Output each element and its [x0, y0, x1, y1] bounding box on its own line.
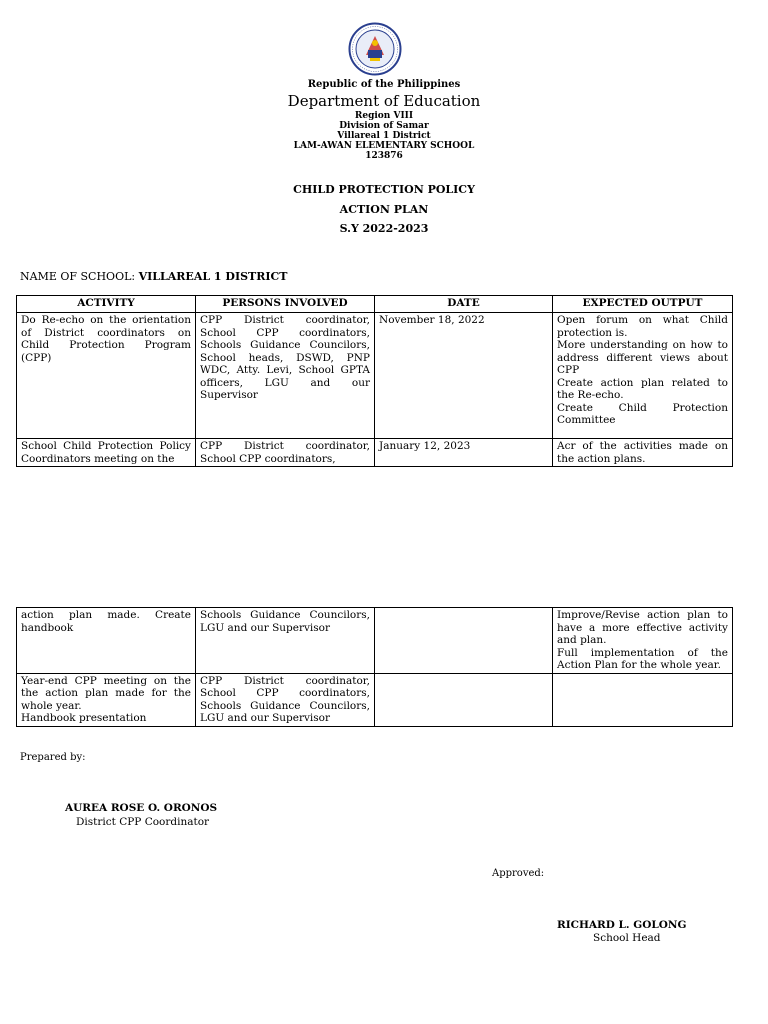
header-district: Villareal 1 District [337, 131, 431, 141]
col-header-persons: PERSONS INVOLVED [196, 296, 375, 313]
approved-by-role: School Head [593, 932, 661, 944]
output-item: Full implementation of the Action Plan for the whole year. [557, 646, 728, 671]
approved-by-name: RICHARD L. GOLONG [557, 919, 687, 931]
title-line-1: CHILD PROTECTION POLICY [293, 183, 475, 196]
title-line-3: S.Y 2022-2023 [339, 222, 429, 235]
header-school-id: 123876 [365, 151, 403, 161]
table-row [17, 439, 733, 467]
header-division: Division of Samar [339, 121, 429, 131]
output-item: Acr of the activities made on the action plans. [557, 440, 728, 465]
cell-output [553, 608, 733, 674]
cell-date [375, 608, 553, 674]
action-plan-table [16, 295, 733, 467]
table-row [17, 313, 733, 439]
activity-extra-text: Handbook presentation [21, 712, 147, 724]
col-header-activity: ACTIVITY [17, 296, 196, 313]
cell-activity: School Child Protection Policy Coordinators meeting on the [17, 439, 196, 467]
col-header-date: DATE [375, 296, 553, 313]
cell-output [553, 313, 733, 439]
cell-date: November 18, 2022 [375, 313, 553, 439]
header-republic: Republic of the Philippines [307, 79, 461, 90]
table-row [17, 608, 733, 674]
cell-activity: action plan made. Create handbook [17, 608, 196, 674]
header-department: Department of Education [287, 92, 481, 110]
cell-persons: CPP District coordinator, School CPP coordinators, Schools Guidance Councilors, LGU and our Supervisor [196, 673, 375, 726]
output-item: Improve/Revise action plan to have a more effective activity and plan. [557, 609, 728, 646]
prepared-by-label: Prepared by: [20, 752, 86, 763]
cell-persons: CPP District coordinator, School CPP coordinators, Schools Guidance Councilors, School heads, DSWD, PNP WDC, Atty. Levi, School GPTA officers, LGU and our Supervisor [196, 313, 375, 439]
table-row [17, 673, 733, 726]
prepared-by-name: AUREA ROSE O. ORONOS [65, 802, 218, 814]
cell-output [553, 439, 733, 467]
cell-date: January 12, 2023 [375, 439, 553, 467]
cell-output [553, 673, 733, 726]
activity-text: Year-end CPP meeting on the the action plan made for the whole year. [21, 674, 191, 712]
output-item: Create action plan related to the Re-echo. [557, 376, 728, 401]
header-school: LAM-AWAN ELEMENTARY SCHOOL [293, 141, 475, 151]
output-item: Open forum on what Child protection is. [557, 314, 728, 339]
cell-date [375, 673, 553, 726]
school-name-line [20, 270, 287, 283]
approved-label: Approved: [492, 868, 545, 879]
school-name-value: VILLAREAL 1 DISTRICT [138, 270, 288, 283]
output-item: Create Child Protection Committee [557, 401, 728, 426]
cell-activity: Do Re-echo on the orientation of District coordinators on Child Protection Program (CPP) [17, 313, 196, 439]
action-plan-table-continued [16, 607, 733, 727]
cell-persons: Schools Guidance Councilors, LGU and our Supervisor [196, 608, 375, 674]
school-name-label: NAME OF SCHOOL: [20, 270, 136, 283]
output-item: More understanding on how to address different views about CPP [557, 339, 728, 376]
table-header-row [17, 296, 733, 313]
prepared-by-role: District CPP Coordinator [76, 816, 210, 828]
cell-activity [17, 673, 196, 726]
title-line-2: ACTION PLAN [339, 203, 429, 216]
header-region: Region VIII [354, 111, 414, 121]
cell-persons: CPP District coordinator, School CPP coordinators, [196, 439, 375, 467]
deped-seal-icon [348, 22, 402, 76]
col-header-output: EXPECTED OUTPUT [553, 296, 733, 313]
